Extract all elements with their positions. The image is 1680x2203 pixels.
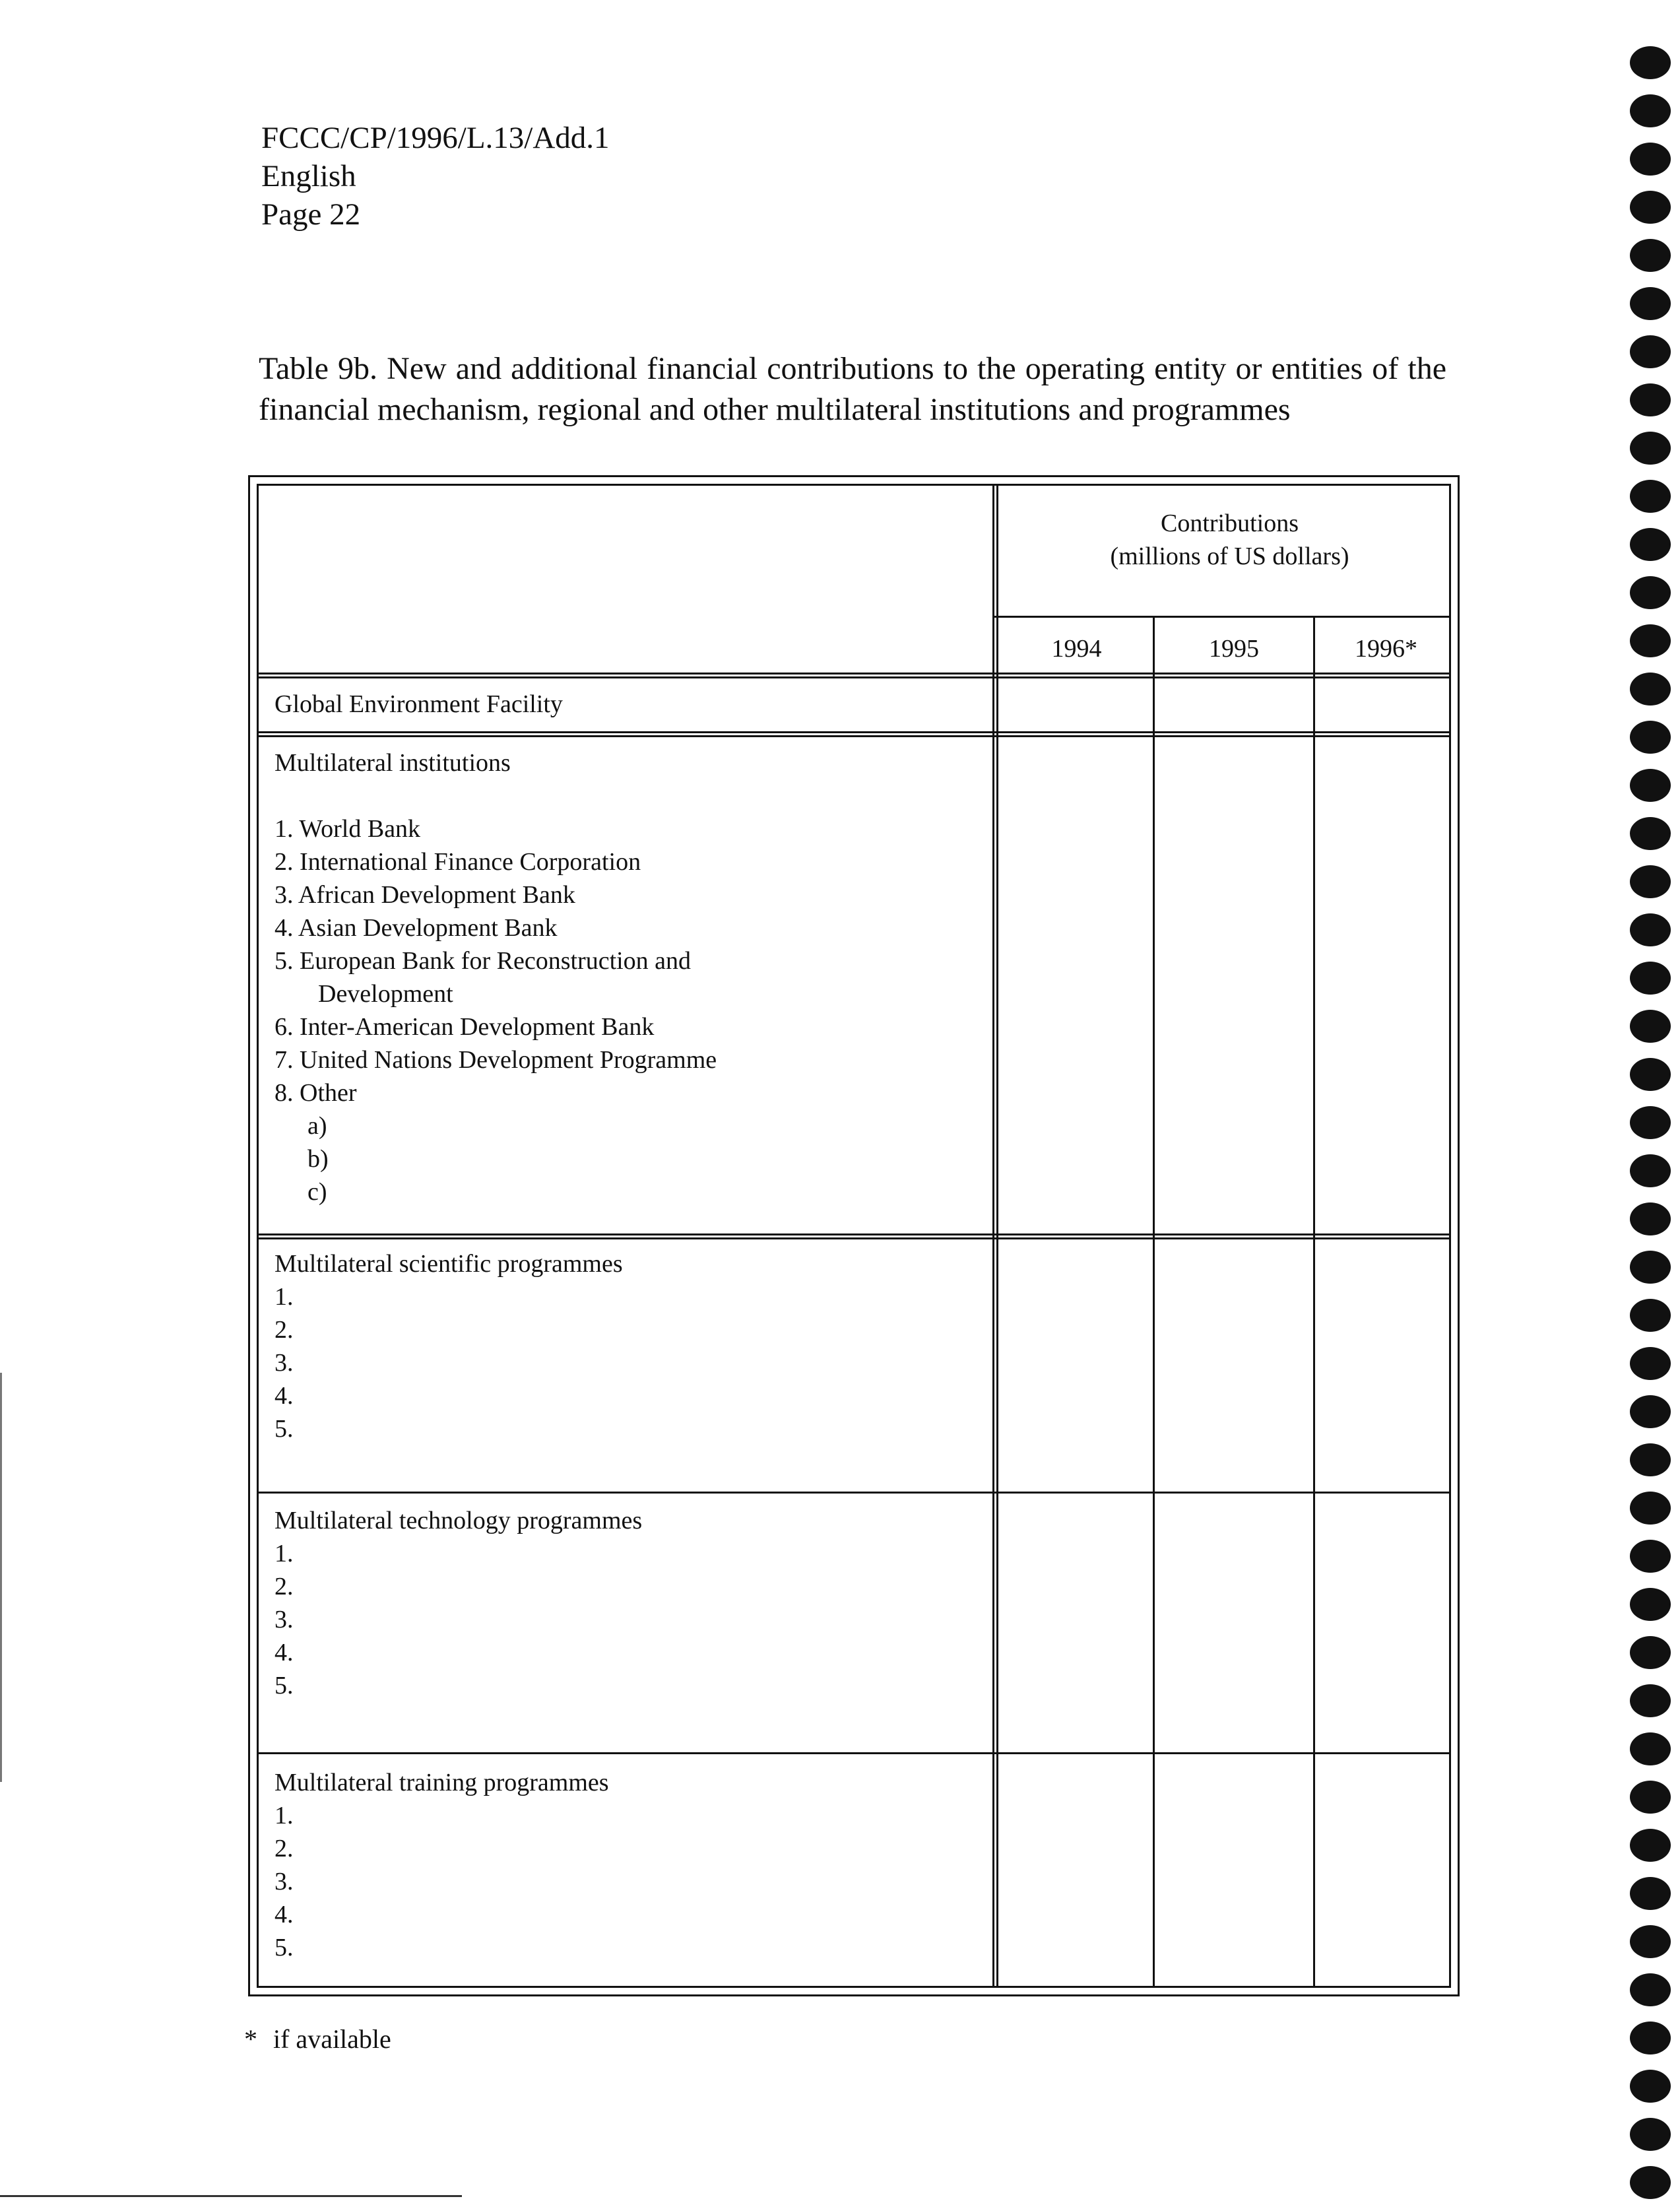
binder-hole-icon: [1630, 1781, 1671, 1814]
list-item: 5.: [275, 1672, 294, 1699]
footnote: [244, 2023, 391, 2055]
footnote-marker: *: [244, 2024, 257, 2054]
training-programmes-row: [259, 1754, 1449, 1992]
list-item: Development: [318, 980, 453, 1008]
binder-hole-icon: [1630, 1829, 1671, 1862]
footnote-text: if available: [273, 2024, 391, 2054]
scientific-programmes-row: [259, 1239, 1449, 1494]
binder-hole-icon: [1630, 1973, 1671, 2006]
list-item: 4.: [275, 1639, 294, 1666]
scan-edge-rule: [0, 2195, 462, 2197]
list-item: 3.: [275, 1868, 294, 1895]
contributions-heading: Contributions (millions of US dollars): [1110, 510, 1349, 570]
binder-hole-icon: [1630, 1636, 1671, 1669]
contributions-table: [248, 475, 1460, 1996]
list-item: 1.: [275, 1802, 294, 1829]
binder-hole-icon: [1630, 1684, 1671, 1717]
technology-programmes-section: [275, 1504, 642, 1702]
binder-hole-icon: [1630, 865, 1671, 898]
binder-hole-icon: [1630, 2070, 1671, 2103]
multilateral-institutions-row: [259, 737, 1449, 1239]
document-symbol: FCCC/CP/1996/L.13/Add.1: [261, 121, 610, 155]
binder-hole-icon: [1630, 624, 1671, 657]
list-item: 5.: [275, 1934, 294, 1961]
list-item: c): [307, 1178, 327, 1206]
binder-hole-icon: [1630, 1877, 1671, 1910]
list-item: 2.: [275, 1573, 294, 1600]
binder-hole-icon: [1630, 287, 1671, 320]
list-item: 3.: [275, 1349, 294, 1377]
year-1994: 1994: [1051, 635, 1102, 663]
year-1996: 1996*: [1355, 635, 1417, 663]
binder-hole-icon: [1630, 673, 1671, 706]
list-item: 2.: [275, 1316, 294, 1344]
list-item: 1. World Bank: [275, 815, 421, 843]
document-header: [261, 119, 610, 234]
binder-hole-icon: [1630, 1925, 1671, 1958]
scan-margin-line: [0, 1373, 2, 1782]
section-title: Multilateral scientific programmes: [275, 1250, 623, 1278]
multilateral-institutions-section: [275, 746, 717, 1208]
binder-hole-icon: [1630, 1588, 1671, 1621]
list-item: 8. Other: [275, 1079, 357, 1107]
programme-list: [275, 1280, 623, 1445]
table-caption: Table 9b. New and additional financial contributions to the operating entity or entities of the financial mechanism, regional and other multilateral institutions and programmes: [259, 351, 1446, 427]
list-item: 1.: [275, 1540, 294, 1567]
list-item: 2.: [275, 1835, 294, 1862]
binder-hole-icon: [1630, 1058, 1671, 1091]
binder-hole-icon: [1630, 1347, 1671, 1380]
binder-hole-icon: [1630, 528, 1671, 561]
section-title: Multilateral training programmes: [275, 1769, 609, 1796]
page-number: Page 22: [261, 197, 361, 232]
header-row: [259, 486, 1449, 678]
binder-hole-icon: [1630, 1540, 1671, 1573]
binder-hole-icon: [1630, 1251, 1671, 1284]
document-language: English: [261, 159, 356, 193]
binder-hole-icon: [1630, 143, 1671, 176]
list-item: 2. International Finance Corporation: [275, 848, 641, 876]
scientific-programmes-section: [275, 1247, 623, 1445]
year-header-divider: [994, 616, 1449, 618]
list-item: 3. African Development Bank: [275, 881, 575, 909]
binder-hole-icon: [1630, 2022, 1671, 2055]
gef-label: Global Environment Facility: [275, 690, 563, 718]
section-title: Multilateral institutions: [275, 749, 511, 777]
list-item: 5.: [275, 1415, 294, 1443]
gef-row: [259, 678, 1449, 737]
binder-hole-icon: [1630, 1443, 1671, 1476]
programme-list: [275, 1799, 609, 1964]
list-item: a): [307, 1112, 327, 1140]
list-item: 1.: [275, 1283, 294, 1311]
binder-hole-icon: [1630, 1202, 1671, 1235]
binder-hole-icon: [1630, 1732, 1671, 1765]
binder-hole-icon: [1630, 383, 1671, 416]
binder-hole-icon: [1630, 721, 1671, 754]
list-item: 3.: [275, 1606, 294, 1633]
binder-hole-icon: [1630, 962, 1671, 995]
binder-hole-icon: [1630, 1299, 1671, 1332]
binder-hole-icon: [1630, 1106, 1671, 1139]
binder-hole-icon: [1630, 46, 1671, 79]
list-item: 5. European Bank for Reconstruction and: [275, 947, 692, 975]
binder-hole-icon: [1630, 2118, 1671, 2151]
binder-hole-icon: [1630, 576, 1671, 609]
list-item: 7. United Nations Development Programme: [275, 1046, 717, 1074]
binder-hole-icon: [1630, 335, 1671, 368]
list-item: b): [307, 1145, 329, 1173]
table-inner-frame: [257, 484, 1451, 1988]
list-item: 4. Asian Development Bank: [275, 914, 558, 942]
binder-hole-icon: [1630, 1395, 1671, 1428]
binder-hole-icon: [1630, 817, 1671, 850]
binder-hole-icon: [1630, 191, 1671, 224]
binder-hole-icon: [1630, 2166, 1671, 2199]
list-item: 4.: [275, 1901, 294, 1928]
binder-hole-icon: [1630, 432, 1671, 465]
binder-hole-icon: [1630, 480, 1671, 513]
binder-hole-icon: [1630, 1154, 1671, 1187]
binder-hole-icon: [1630, 913, 1671, 946]
year-1995: 1995: [1209, 635, 1259, 663]
training-programmes-section: [275, 1766, 609, 1964]
programme-list: [275, 1537, 642, 1702]
binder-hole-icon: [1630, 769, 1671, 802]
section-title: Multilateral technology programmes: [275, 1507, 643, 1534]
binder-hole-icon: [1630, 239, 1671, 272]
binder-hole-icon: [1630, 94, 1671, 127]
binder-hole-icon: [1630, 1492, 1671, 1525]
institution-list: [275, 812, 717, 1208]
list-item: 6. Inter-American Development Bank: [275, 1013, 655, 1041]
list-item: 4.: [275, 1382, 294, 1410]
technology-programmes-row: [259, 1494, 1449, 1754]
binder-hole-icon: [1630, 1010, 1671, 1043]
